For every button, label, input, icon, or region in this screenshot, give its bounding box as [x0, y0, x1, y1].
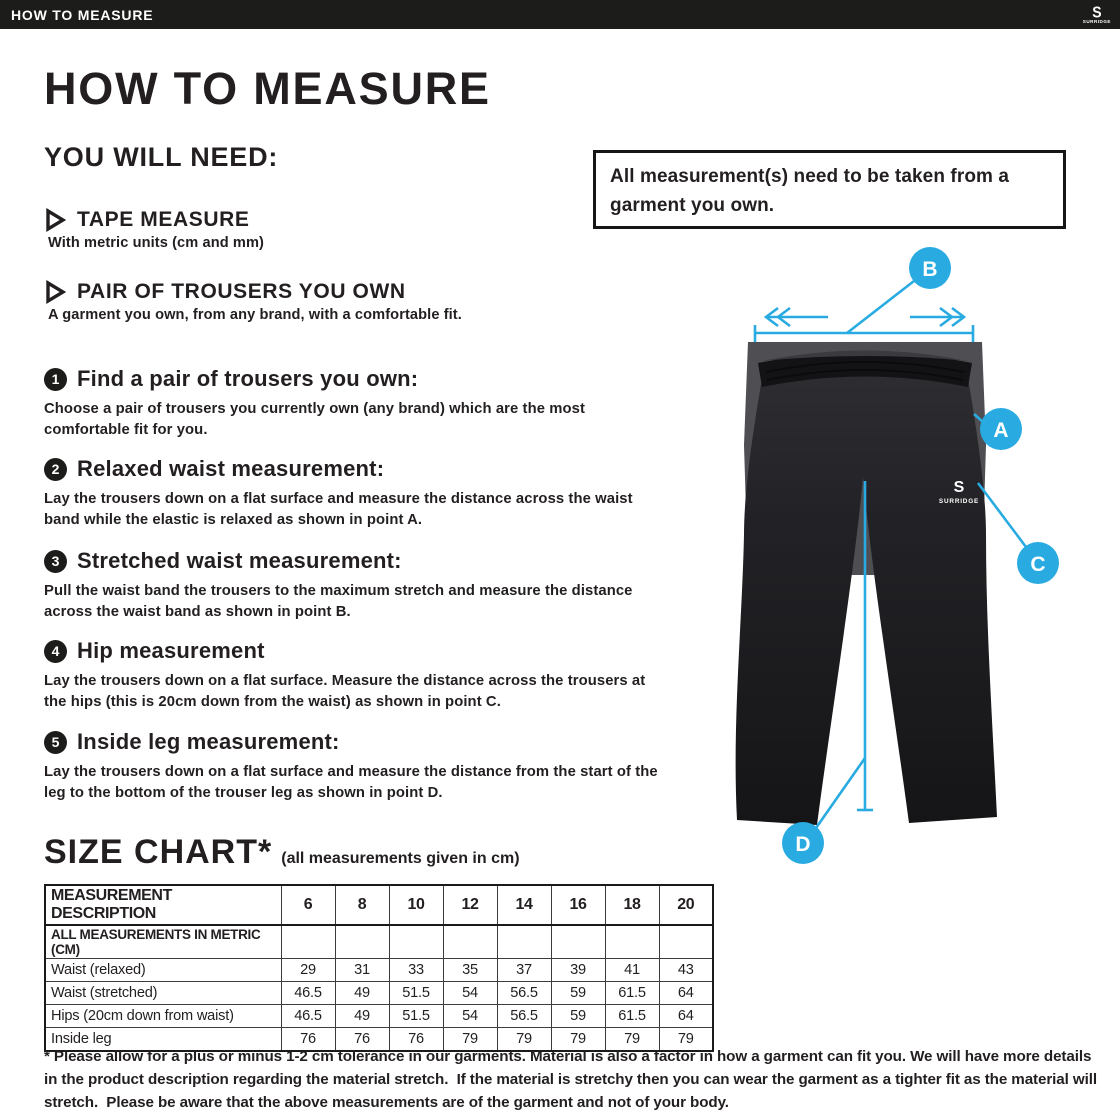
need-item-desc: A garment you own, from any brand, with a comfortable fit. — [48, 307, 462, 323]
surridge-logo — [1082, 2, 1111, 25]
table-row — [45, 959, 713, 982]
step-title: Inside leg measurement: — [77, 729, 340, 754]
cell-value: 41 — [605, 959, 659, 982]
point-d-label: D — [795, 833, 811, 856]
row-label: Inside leg — [45, 1028, 281, 1051]
row-label: Hips (20cm down from waist) — [45, 1005, 281, 1028]
size-chart-subtitle: (all measurements given in cm) — [281, 850, 520, 867]
cell-value: 46.5 — [281, 1005, 335, 1028]
column-header: 20 — [659, 885, 713, 925]
cell-value: 39 — [551, 959, 605, 982]
step-desc: Lay the trousers down on a flat surface. Measure the distance across the trousers at the hips (this is 20cm down from the waist) as shown in point C. — [44, 673, 646, 710]
step-title: Hip measurement — [77, 638, 265, 663]
need-item-title: TAPE MEASURE — [77, 208, 250, 231]
row-label: Waist (stretched) — [45, 982, 281, 1005]
tolerance-footnote: * Please allow for a plus or minus 1-2 cm tolerance in our garments. Material is also a factor in how a garment can fit you. We will have more details in the product description regarding the material stretch. If the material is stretchy then you can wear the garment as a tighter fit as the material will stretch. Please be aware that the above measurements are of the garment and not of your body. — [44, 1048, 1102, 1111]
table-header-row — [45, 885, 713, 925]
note-text: All measurement(s) need to be taken from a garment you own. — [610, 166, 1010, 216]
cell-value: 35 — [443, 959, 497, 982]
step-2 — [44, 456, 658, 531]
triangle-bullet-icon — [44, 208, 66, 232]
cell-value: 64 — [659, 982, 713, 1005]
column-header: 12 — [443, 885, 497, 925]
column-header: MEASUREMENT DESCRIPTION — [45, 885, 281, 925]
table-row — [45, 982, 713, 1005]
step-number-badge: 1 — [44, 368, 67, 391]
need-item-tape-measure — [44, 208, 264, 251]
cell-value: 61.5 — [605, 982, 659, 1005]
top-bar-title: HOW TO MEASURE — [11, 6, 154, 23]
step-title: Relaxed waist measurement: — [77, 456, 385, 481]
step-number-badge: 4 — [44, 640, 67, 663]
triangle-bullet-icon — [44, 280, 66, 304]
size-chart-table — [44, 884, 714, 1052]
need-item-desc: With metric units (cm and mm) — [48, 235, 265, 251]
cell-value: 76 — [389, 1028, 443, 1051]
cell-value: 79 — [497, 1028, 551, 1051]
step-desc: Lay the trousers down on a flat surface and measure the distance from the start of the leg to the bottom of the trouser leg as shown in point D. — [44, 764, 658, 801]
top-bar — [0, 0, 1120, 29]
size-chart-heading — [44, 833, 520, 872]
point-b-leader — [847, 281, 914, 333]
cell-value: 46.5 — [281, 982, 335, 1005]
note-box — [593, 150, 1066, 229]
cell-value: 79 — [659, 1028, 713, 1051]
garment-logo-s-icon: S — [953, 479, 965, 496]
cell-value: 54 — [443, 982, 497, 1005]
surridge-logo-text: SURRIDGE — [1082, 18, 1111, 24]
trousers-illustration — [730, 245, 1120, 870]
step-3 — [44, 548, 658, 623]
you-will-need-heading: YOU WILL NEED: — [44, 142, 279, 172]
cell-value: 79 — [551, 1028, 605, 1051]
column-header: 16 — [551, 885, 605, 925]
cell-value: 51.5 — [389, 1005, 443, 1028]
trousers-diagram — [730, 245, 1120, 870]
need-item-trousers — [44, 280, 462, 323]
cell-value: 59 — [551, 1005, 605, 1028]
step-title: Find a pair of trousers you own: — [77, 366, 419, 391]
cell-value: 76 — [281, 1028, 335, 1051]
cell-value: 31 — [335, 959, 389, 982]
surridge-s-icon: S — [1092, 2, 1102, 21]
cell-value: 64 — [659, 1005, 713, 1028]
cell-value: 29 — [281, 959, 335, 982]
cell-value: 79 — [605, 1028, 659, 1051]
step-4 — [44, 638, 658, 713]
cell-value: 79 — [443, 1028, 497, 1051]
step-desc: Lay the trousers down on a flat surface and measure the distance across the waist band while the elastic is relaxed as shown in point A. — [44, 491, 633, 528]
cell-value: 59 — [551, 982, 605, 1005]
cell-value: 49 — [335, 1005, 389, 1028]
step-5 — [44, 729, 658, 804]
page-title: HOW TO MEASURE — [44, 63, 491, 114]
column-header: 18 — [605, 885, 659, 925]
table-row — [45, 1005, 713, 1028]
column-header: 6 — [281, 885, 335, 925]
step-1 — [44, 366, 658, 441]
step-number-badge: 3 — [44, 550, 67, 573]
size-chart-title: SIZE CHART* — [44, 833, 273, 871]
trousers-body — [736, 358, 997, 826]
point-c-label: C — [1030, 553, 1046, 576]
cell-value: 43 — [659, 959, 713, 982]
cell-value: 33 — [389, 959, 443, 982]
garment-logo-text: SURRIDGE — [938, 498, 980, 505]
column-header: 10 — [389, 885, 443, 925]
cell-value: 49 — [335, 982, 389, 1005]
step-desc: Pull the waist band the trousers to the maximum stretch and measure the distance across the waist band as shown in point B. — [44, 583, 633, 620]
cell-value: 56.5 — [497, 982, 551, 1005]
cell-value: 76 — [335, 1028, 389, 1051]
point-a-label: A — [993, 419, 1009, 442]
step-number-badge: 5 — [44, 731, 67, 754]
table-metric-row — [45, 925, 713, 959]
step-desc: Choose a pair of trousers you currently own (any brand) which are the most comfortable fit for you. — [44, 401, 586, 438]
step-number-badge: 2 — [44, 458, 67, 481]
cell-value: 56.5 — [497, 1005, 551, 1028]
cell-value: 51.5 — [389, 982, 443, 1005]
cell-value: 54 — [443, 1005, 497, 1028]
column-header: 8 — [335, 885, 389, 925]
step-title: Stretched waist measurement: — [77, 548, 402, 573]
cell-value: 37 — [497, 959, 551, 982]
point-b-label: B — [922, 258, 938, 281]
row-label: Waist (relaxed) — [45, 959, 281, 982]
metric-row-label: ALL MEASUREMENTS IN METRIC (CM) — [45, 925, 281, 959]
cell-value: 61.5 — [605, 1005, 659, 1028]
need-item-title: PAIR OF TROUSERS YOU OWN — [77, 280, 406, 303]
column-header: 14 — [497, 885, 551, 925]
